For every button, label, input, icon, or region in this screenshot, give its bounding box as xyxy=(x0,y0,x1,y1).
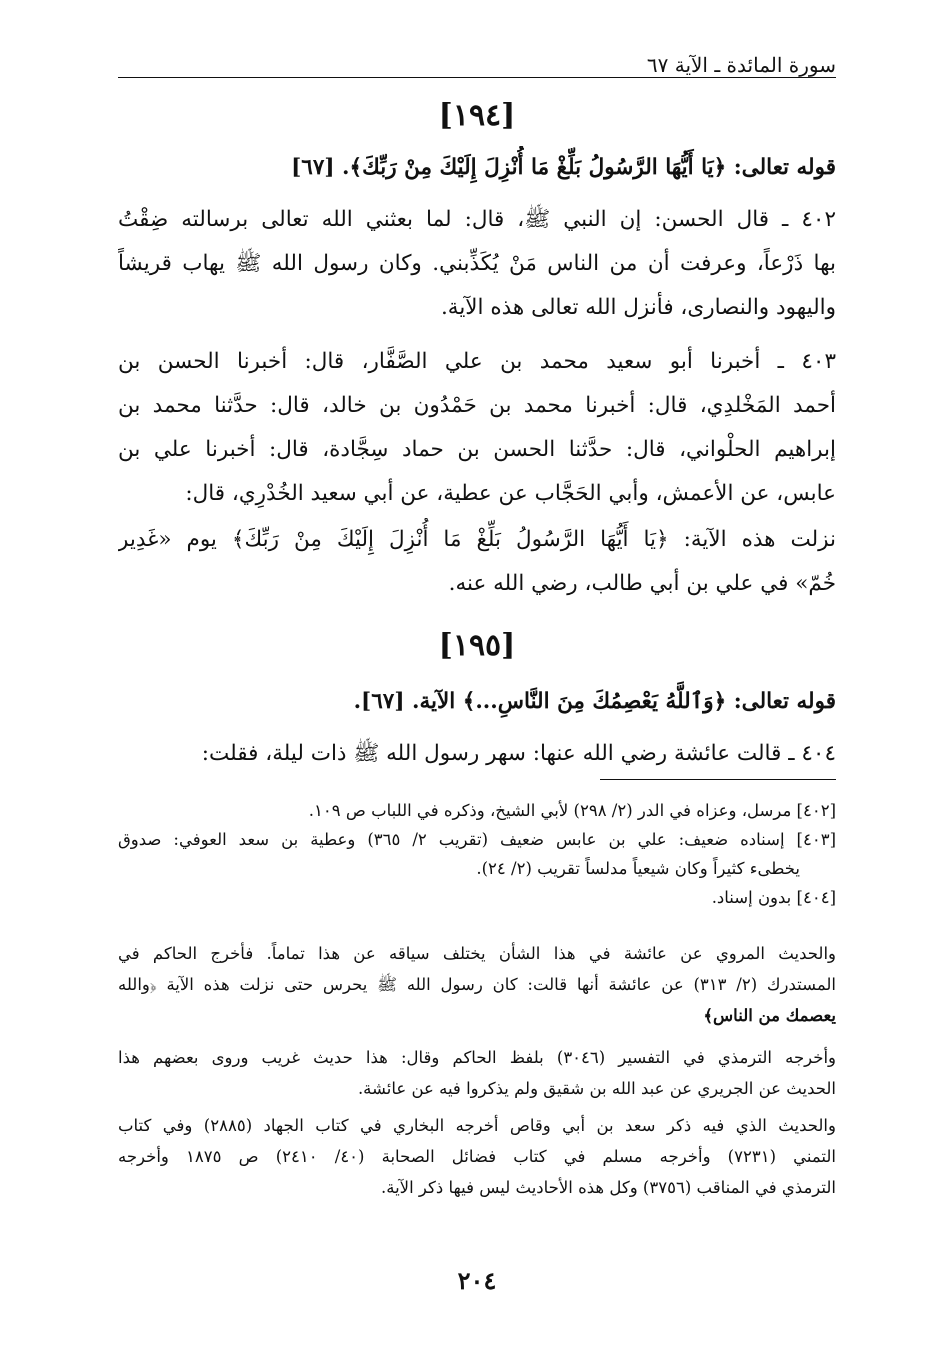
commentary-note xyxy=(118,1110,836,1203)
paragraph-404 xyxy=(118,732,836,776)
note-line: المستدرك (٢/ ٣١٣) عن عائشة أنها قالت: كان رسول الله ﷺ يحرس حتى نزلت هذه الآية ﴿والله xyxy=(118,975,836,994)
paragraph-line: أحمد المَخْلدِي، قال: أخبرنا محمد بن حَمْدُون بن خالد، قال: حدَّثنا محمد بن xyxy=(118,393,836,418)
paragraph-line: ٤٠٢ ـ قال الحسن: إن النبي ﷺ، قال: لما بعثني الله تعالى برسالته ضِقْتُ xyxy=(118,207,836,232)
note-line: يعصمك من الناس﴾ xyxy=(703,1006,836,1025)
note-line: والحديث الذي فيه ذكر سعد بن أبي وقاص أخرجه البخاري في كتاب الجهاد (٢٨٨٥) وفي كتاب xyxy=(118,1116,836,1135)
footnote-rule xyxy=(600,779,836,780)
verse-line: قوله تعالى: ﴿وَٱللَّهُ يَعْصِمُكَ مِنَ النَّاسِ...﴾ الآية. [٦٧]. xyxy=(353,689,836,714)
footnote-402: [٤٠٢] مرسل، وعزاه في الدر (٢/ ٢٩٨) لأبي الشيخ، وذكره في اللباب ص ١٠٩. xyxy=(308,801,836,820)
paragraph-line: واليهود والنصارى، فأنزل الله تعالى هذه الآية. xyxy=(440,295,836,320)
paragraph-403 xyxy=(118,340,836,516)
paragraph-line: ٤٠٣ ـ أخبرنا أبو سعيد محمد بن علي الصَّفَّار، قال: أخبرنا الحسن بن xyxy=(118,349,836,374)
paragraph-line: بها ذَرْعاً، وعرفت أن من الناس مَنْ يُكَذِّبني. وكان رسول الله ﷺ يهاب قريشاً xyxy=(118,251,836,276)
commentary-note xyxy=(118,1042,836,1104)
note-line: الحديث عن الجريري عن عبد الله بن شقيق ولم يذكروا فيه عن عائشة. xyxy=(357,1079,836,1098)
paragraph-403-continued xyxy=(118,518,836,606)
commentary-note xyxy=(118,938,836,1031)
verse-heading xyxy=(118,680,836,724)
paragraph-line: نزلت هذه الآية: ﴿يَا أَيُّهَا الرَّسُولُ بَلِّغْ مَا أُنْزِلَ إِلَيْكَ مِنْ رَبِّكَ﴾ يوم «غَدِير xyxy=(118,527,836,552)
note-line: التمني (٧٢٣١) وأخرجه مسلم في كتاب فضائل الصحابة (٤٠/ ٢٤١٠) ص ١٨٧٥ وأخرجه xyxy=(118,1147,836,1166)
page-number: ٢٠٤ xyxy=(457,1266,497,1295)
paragraph-402 xyxy=(118,198,836,330)
header-rule xyxy=(118,77,836,78)
paragraph-line: خُمّ» في علي بن أبي طالب، رضي الله عنه. xyxy=(448,571,836,596)
section-number: [١٩٥] xyxy=(438,628,516,663)
footnote-403: [٤٠٣] إسناده ضعيف: علي بن عابس ضعيف (تقريب ٢/ ٣٦٥) وعطية بن سعد العوفي: صدوق xyxy=(118,830,836,849)
book-page xyxy=(118,0,836,1365)
note-line: وأخرجه الترمذي في التفسير (٣٠٤٦) بلفظ الحاكم وقال: هذا حديث غريب وروى بعضهم هذا xyxy=(118,1048,836,1067)
paragraph-line: إبراهيم الحلْواني، قال: حدَّثنا الحسن بن حماد سِجَّادة، قال: أخبرنا علي بن xyxy=(118,437,836,462)
footnote-404: [٤٠٤] بدون إسناد. xyxy=(711,888,836,907)
note-line: والحديث المروي عن عائشة في هذا الشأن يختلف سياقه عن هذا تماماً. فأخرج الحاكم في xyxy=(118,944,836,963)
footnotes xyxy=(118,796,836,912)
note-line: الترمذي في المناقب (٣٧٥٦) وكل هذه الأحاديث ليس فيها ذكر الآية. xyxy=(381,1178,836,1197)
section-number: [١٩٤] xyxy=(438,98,516,133)
verse-heading xyxy=(118,146,836,190)
footnote-403-continued: يخطىء كثيراً وكان شيعياً مدلساً تقريب (٢/ ٢٤). xyxy=(476,859,800,878)
paragraph-line: ٤٠٤ ـ قالت عائشة رضي الله عنها: سهر رسول الله ﷺ ذات ليلة، فقلت: xyxy=(201,741,836,766)
running-header: سورة المائدة ـ الآية ٦٧ xyxy=(646,53,836,77)
paragraph-line: عابس، عن الأعمش، وأبي الحَجَّاب عن عطية، عن أبي سعيد الخُدْرِي، قال: xyxy=(185,481,836,506)
verse-line: قوله تعالى: ﴿يَا أَيُّهَا الرَّسُولُ بَلِّغْ مَا أُنْزِلَ إِلَيْكَ مِنْ رَبِّكَ﴾. [٦٧] xyxy=(291,155,836,180)
